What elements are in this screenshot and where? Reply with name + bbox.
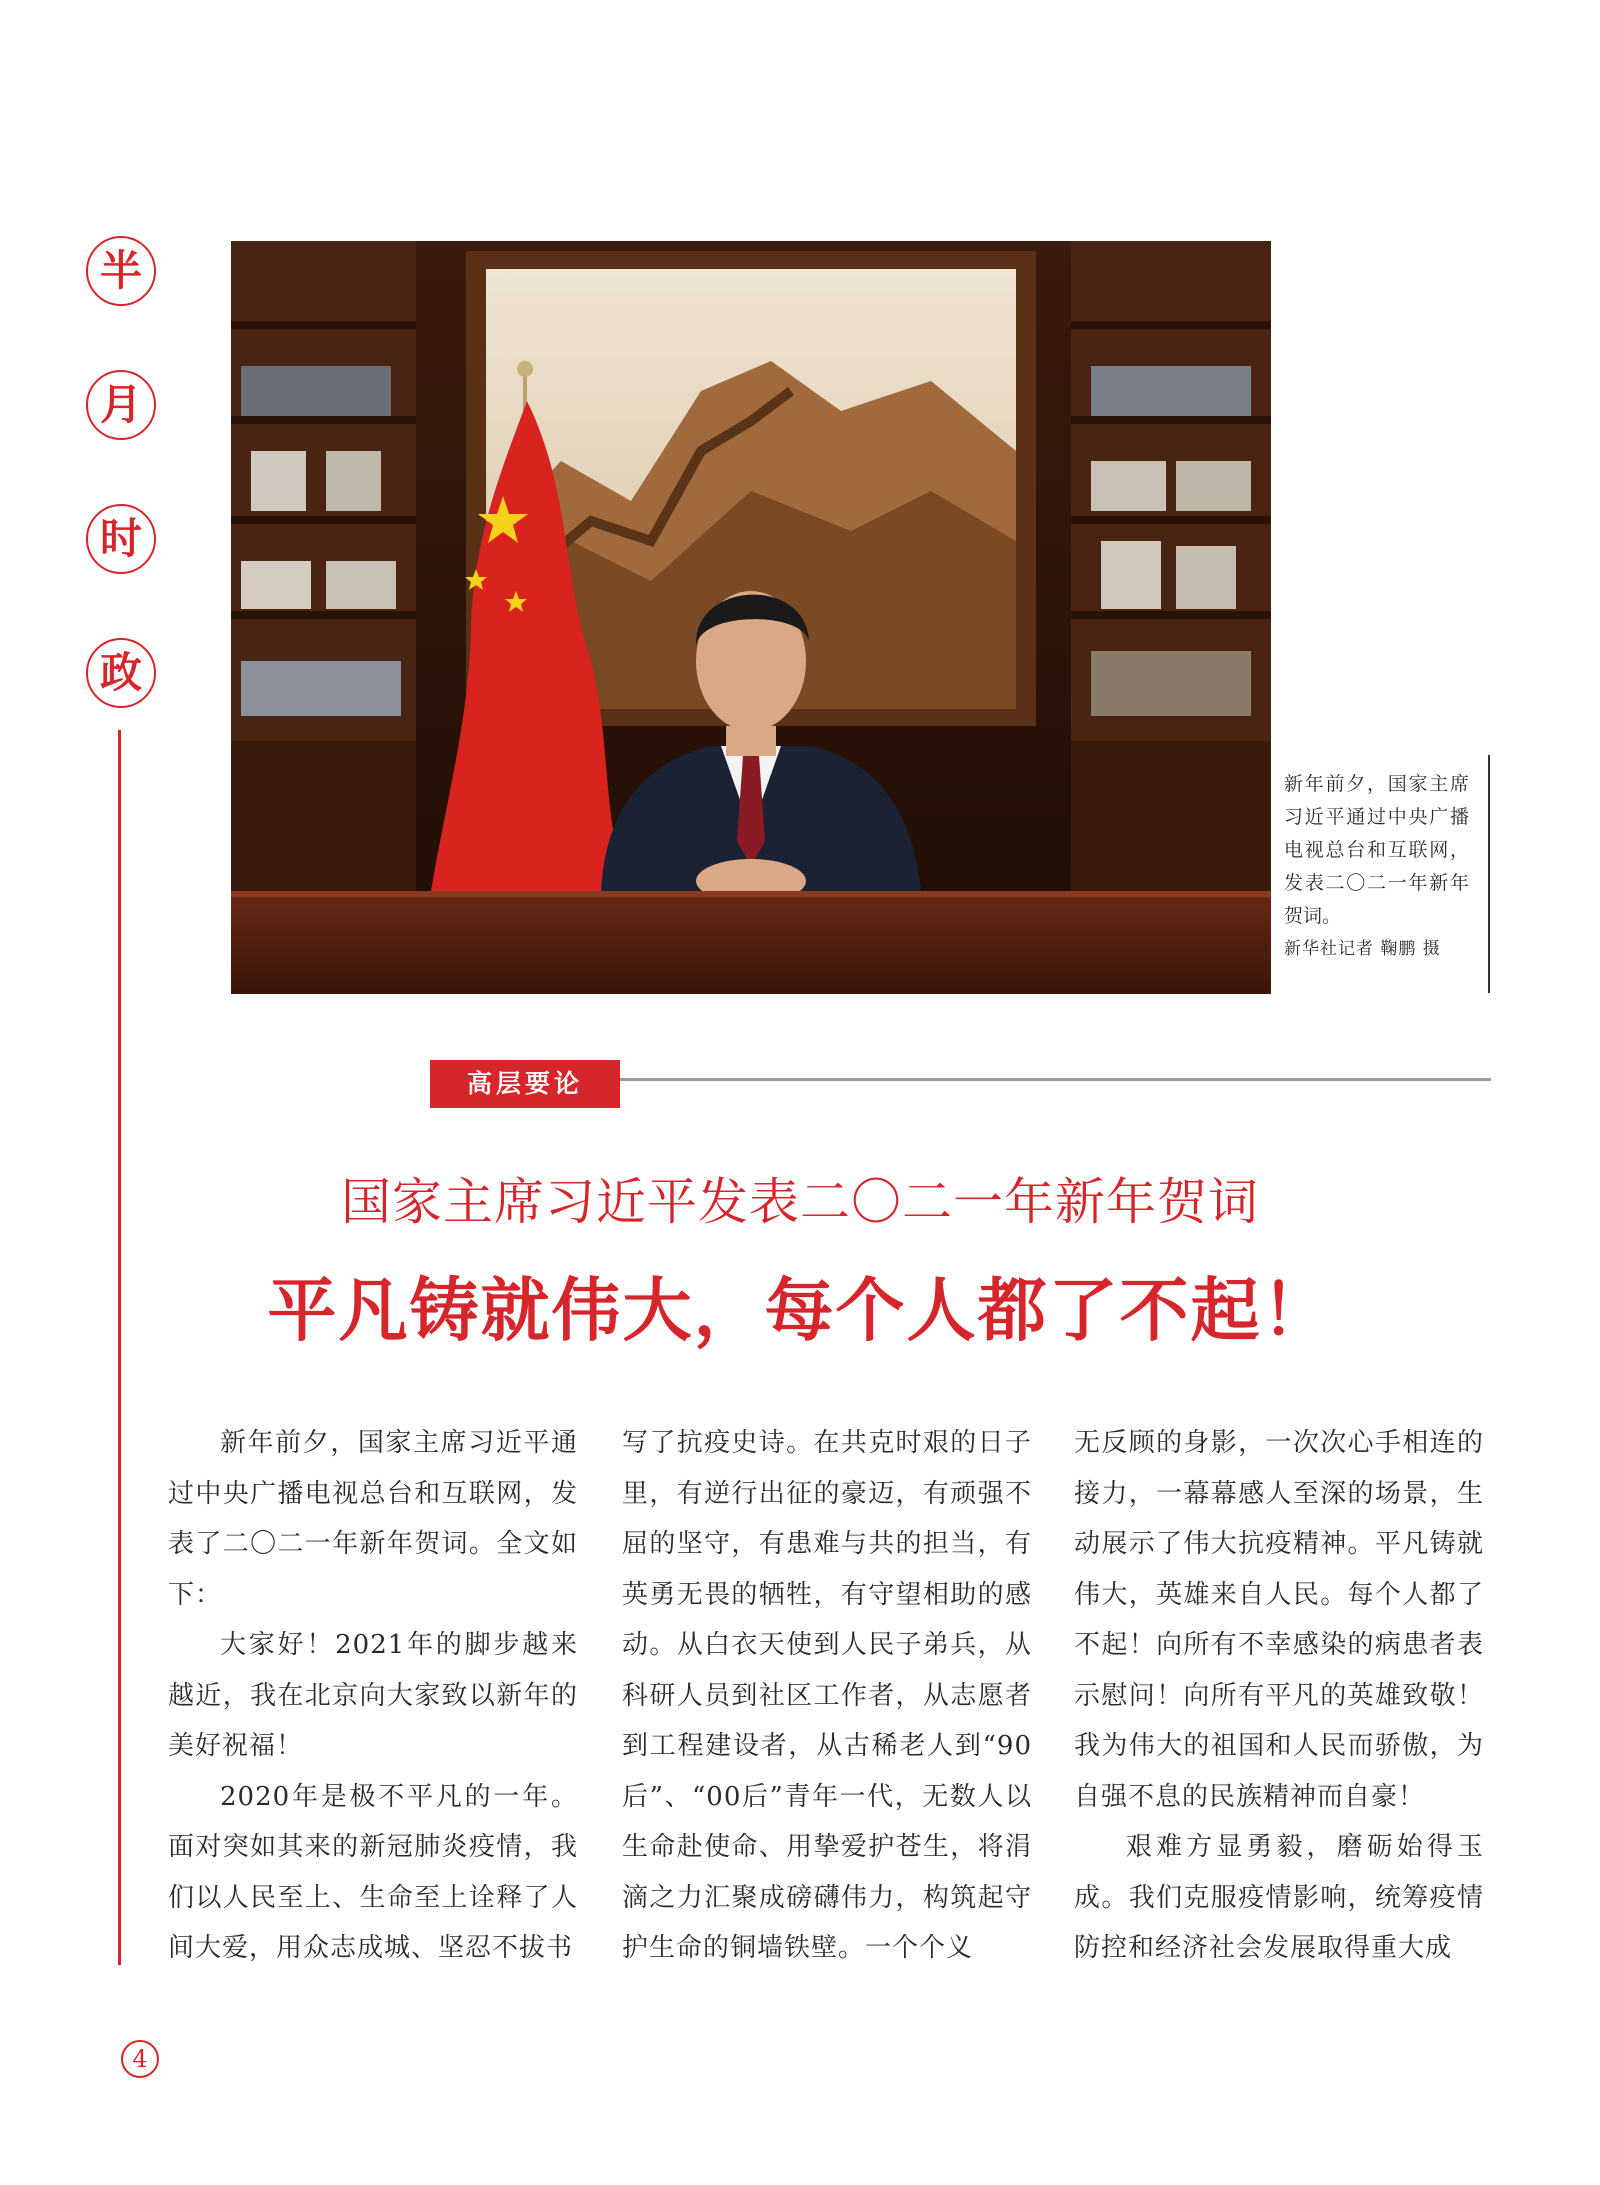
masthead-char-4: 政 [86, 638, 156, 708]
masthead-char-1: 半 [86, 236, 156, 306]
page-number: 4 [121, 2040, 159, 2078]
news-photo [231, 241, 1271, 994]
headline: 平凡铸就伟大，每个人都了不起！ [267, 1271, 1333, 1351]
caption-text: 新年前夕，国家主席习近平通过中央广播电视总台和互联网，发表二〇二一年新年贺词。 [1284, 773, 1469, 927]
paragraph: 大家好！2021年的脚步越来越近，我在北京向大家致以新年的美好祝福！ [168, 1630, 578, 1761]
paragraph: 新年前夕，国家主席习近平通过中央广播电视总台和互联网，发表了二〇二一年新年贺词。全文如下： [168, 1428, 578, 1610]
body-column-2 [622, 1418, 1032, 1974]
photo-credit: 新华社记者 鞠鹏 摄 [1284, 939, 1441, 959]
masthead-char-3: 时 [86, 504, 156, 574]
body-column-3 [1074, 1418, 1484, 1974]
caption-rule [1488, 755, 1490, 993]
paragraph: 无反顾的身影，一次次心手相连的接力，一幕幕感人至深的场景，生动展示了伟大抗疫精神。平凡铸就伟大，英雄来自人民。每个人都了不起！向所有不幸感染的病患者表示慰问！向所有平凡的英雄致敬！我为伟大的祖国和人民而骄傲，为自强不息的民族精神而自豪！ [1074, 1428, 1484, 1812]
paragraph: 2020年是极不平凡的一年。面对突如其来的新冠肺炎疫情，我们以人民至上、生命至上诠释了人间大爱，用众志成城、坚忍不拔书 [168, 1781, 578, 1963]
subtitle: 国家主席习近平发表二〇二一年新年贺词 [341, 1173, 1259, 1231]
photo-caption [1284, 768, 1469, 966]
paragraph: 艰难方显勇毅，磨砺始得玉成。我们克服疫情影响，统筹疫情防控和经济社会发展取得重大成 [1074, 1832, 1484, 1963]
body-column-1 [168, 1418, 578, 1974]
paragraph: 写了抗疫史诗。在共克时艰的日子里，有逆行出征的豪迈，有顽强不屈的坚守，有患难与共的担当，有英勇无畏的牺牲，有守望相助的感动。从白衣天使到人民子弟兵，从科研人员到社区工作者，从志愿者到工程建设者，从古稀老人到“90后”、“00后”青年一代，无数人以生命赴使命、用挚爱护苍生，将涓滴之力汇聚成磅礴伟力，构筑起守护生命的铜墙铁壁。一个个义 [622, 1428, 1032, 1963]
masthead-rule [118, 730, 121, 1965]
masthead-char-2: 月 [86, 370, 156, 440]
section-tag: 高层要论 [430, 1060, 620, 1108]
section-rule [620, 1078, 1491, 1081]
